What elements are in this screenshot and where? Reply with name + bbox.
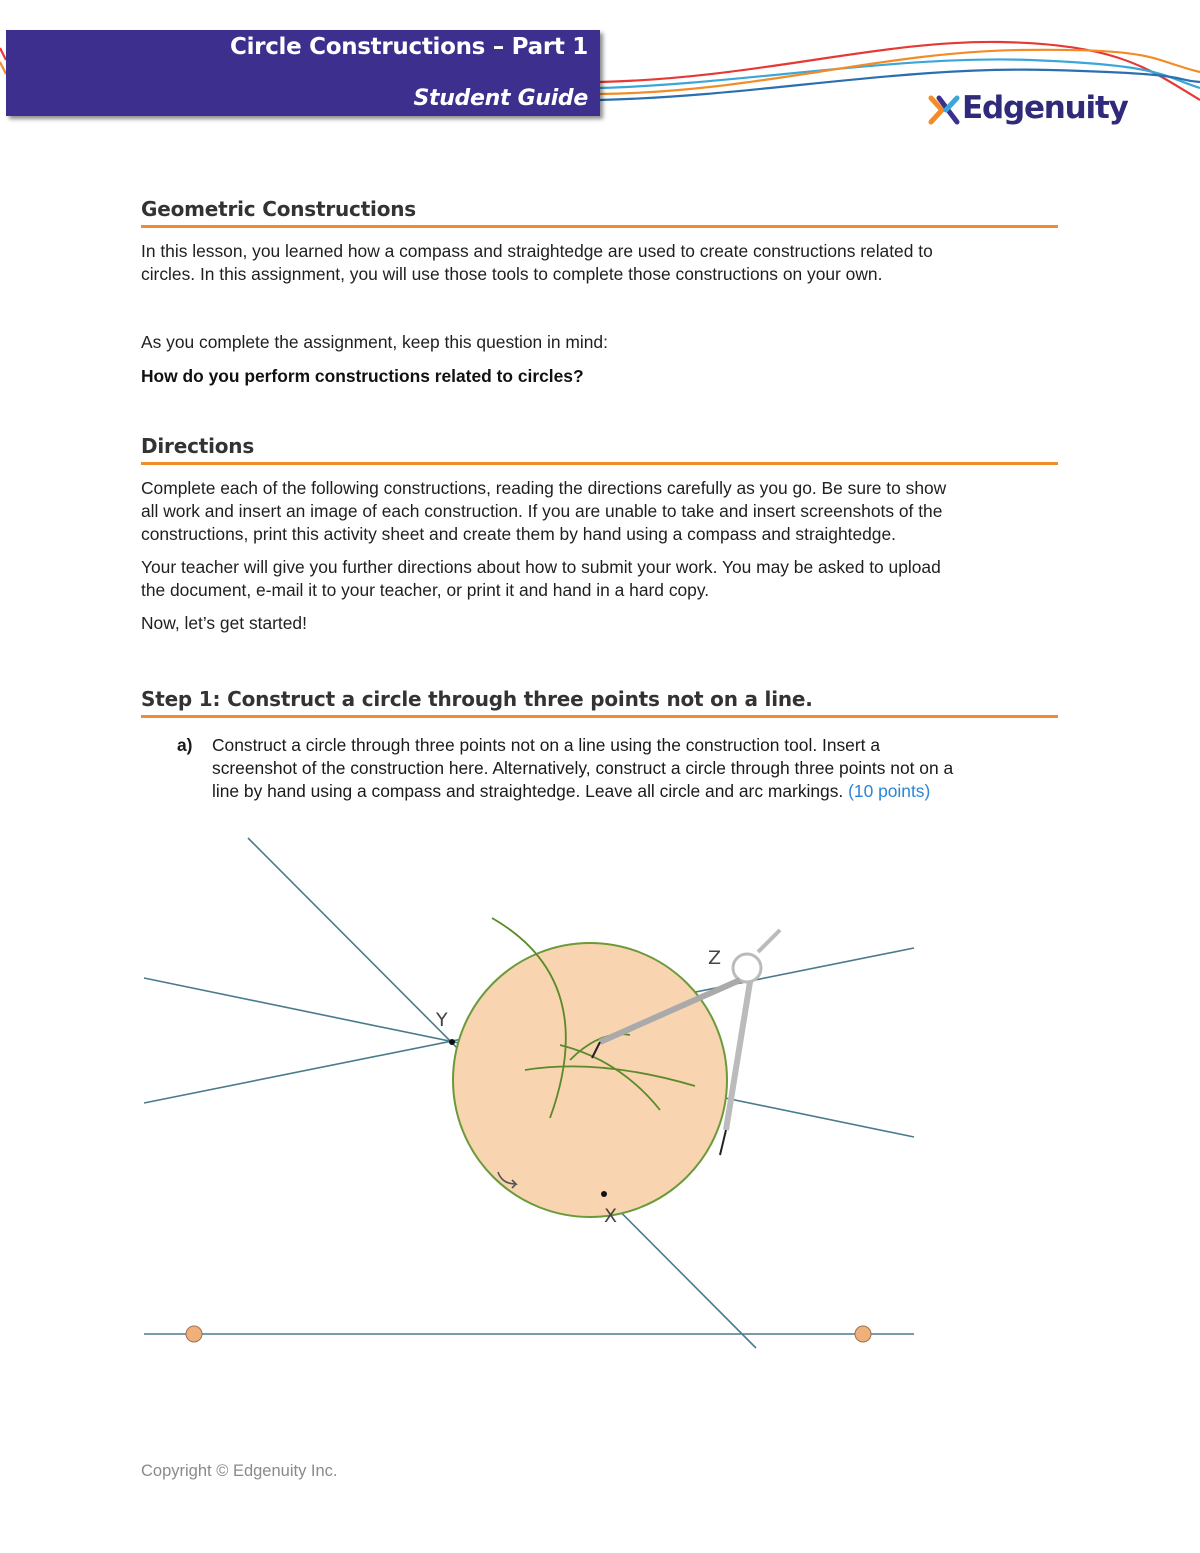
item-line-2: screenshot of the construction here. Alternatively, construct a circle through three points not on a <box>212 758 954 778</box>
points-value: (10 points) <box>848 781 931 801</box>
document-subtitle: Student Guide <box>413 86 588 111</box>
directions-line-2: all work and insert an image of each construction. If you are unable to take and insert screenshots of the <box>141 501 943 521</box>
label-z: Z <box>708 947 722 969</box>
point-y <box>449 1039 455 1045</box>
keep-in-mind-text: As you complete the assignment, keep this question in mind: <box>141 332 608 352</box>
heading-step-1: Step 1: Construct a circle through three points not on a line. <box>141 687 1058 718</box>
directions-line-5: the document, e-mail it to your teacher, or print it and hand in a hard copy. <box>141 580 710 600</box>
point-x <box>601 1191 607 1197</box>
copyright-footer: Copyright © Edgenuity Inc. <box>141 1462 338 1480</box>
directions-line-1: Complete each of the following constructions, reading the directions carefully as you go. Be sure to show <box>141 478 947 498</box>
directions-paragraph-2 <box>141 556 1056 602</box>
document-title: Circle Constructions – Part 1 <box>230 34 588 60</box>
directions-paragraph-1 <box>141 477 1056 546</box>
base-point-left <box>186 1326 202 1342</box>
intro-line-1: In this lesson, you learned how a compass and straightedge are used to create constructions related to <box>141 241 933 261</box>
item-text <box>212 734 1057 803</box>
intro-line-2: circles. In this assignment, you will use those tools to complete those constructions on your own. <box>141 264 883 284</box>
item-marker: a) <box>177 735 193 755</box>
title-banner <box>6 30 600 116</box>
heading-directions: Directions <box>141 434 1058 465</box>
logo-x-icon <box>928 94 960 126</box>
label-y: Y <box>436 1009 448 1031</box>
item-line-3: line by hand using a compass and straightedge. Leave all circle and arc markings. <box>212 781 844 801</box>
directions-line-3: constructions, print this activity sheet and create them by hand using a compass and straightedge. <box>141 524 896 544</box>
directions-paragraph-3: Now, let’s get started! <box>141 613 307 633</box>
label-x: X <box>604 1205 618 1227</box>
logo-text: Edgenuity <box>962 90 1128 126</box>
heading-geometric-constructions: Geometric Constructions <box>141 197 1058 228</box>
directions-line-4: Your teacher will give you further directions about how to submit your work. You may be asked to upload <box>141 557 941 577</box>
constructed-circle <box>453 943 727 1217</box>
construction-figure <box>130 830 930 1370</box>
item-line-1: Construct a circle through three points not on a line using the construction tool. Insert a <box>212 735 880 755</box>
essential-question: How do you perform constructions related to circles? <box>141 366 584 386</box>
intro-paragraph <box>141 240 1056 286</box>
base-point-right <box>855 1326 871 1342</box>
